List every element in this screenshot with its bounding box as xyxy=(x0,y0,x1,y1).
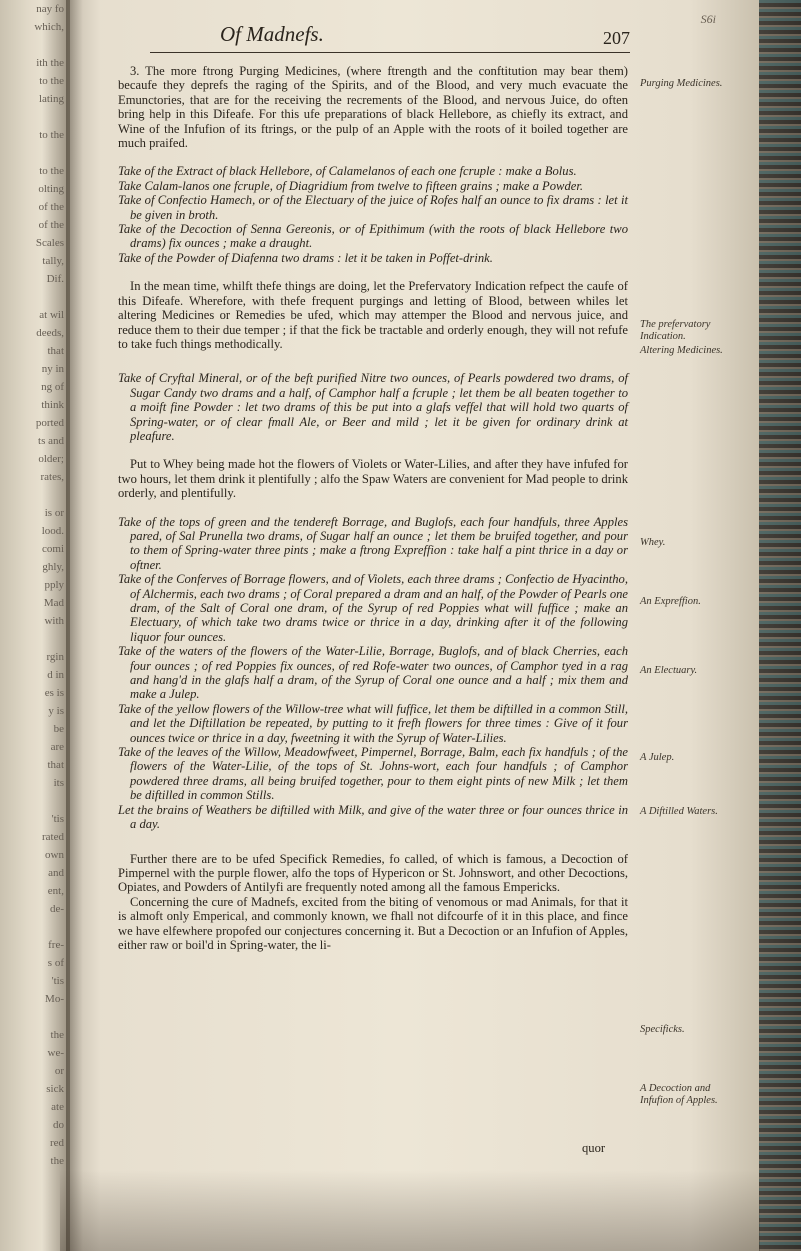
main-text xyxy=(118,64,628,952)
recipe-paragraph: Let the brains of Weathers be diftilled with Milk, and give of the water three or four ounces thrice in a day. xyxy=(118,802,628,832)
recipe-paragraph: Take of the Conferves of Borrage flowers, and of Violets, each three drams ; Confectio de Hyacintho, of Alchermis, each two drams ; of Coral prepared a dram and an half, of the Powder of Pearls one dram, of the Salt of Coral one dram, of the Syrup of red Poppies what will fuffice ; make an Electuary, of which take two drams twice or thrice in a day, drinking after it of the following liquor four ounces. xyxy=(118,572,629,644)
facing-page-fragment: lating xyxy=(38,93,64,105)
facing-page-edge xyxy=(0,0,70,1251)
facing-page-fragment: y is xyxy=(48,705,64,717)
facing-page-fragment: de- xyxy=(49,903,64,915)
facing-page-fragment xyxy=(0,630,70,648)
text-paragraph: Further there are to be ufed Specifick Remedies, fo called, of which is famous, a Decoction of Pimpernel with the purple flower, alfo the tops of Hypericon or St. Johnswort, and other Decoctions, Opiates, and Powders of Antilyfi are frequently noted among all the famous Empericks. xyxy=(118,851,628,895)
facing-page-fragment: its xyxy=(53,777,64,789)
facing-page-fragment: Scales xyxy=(35,237,64,249)
facing-page-fragment: at wil xyxy=(39,309,64,321)
margin-note-diftilled: A Diftilled Waters. xyxy=(640,806,718,817)
facing-page-fragment xyxy=(0,792,70,810)
bottom-shadow xyxy=(60,1170,760,1251)
facing-page-fragment: tally, xyxy=(42,255,64,267)
facing-page-fragment: and xyxy=(48,867,64,879)
recipe-paragraph: Take of the leaves of the Willow, Meadowfweet, Pimpernel, Borrage, Balm, each fix handfuls ; of the flowers of the Water-Lilie, of the tops of St. Johns-wort, each four handfuls ; of Camphor powdered three drams, all being bruifed together, pour to them eight pints of new Milk ; let them be diftilled in common Stills. xyxy=(118,745,628,803)
facing-page-fragment: which, xyxy=(34,21,64,33)
facing-page-fragment: 'tis xyxy=(51,975,64,987)
facing-page-fragment: the xyxy=(50,1155,64,1167)
recipe-paragraph: Take of the Decoction of Senna Gereonis, or of Epithimum (with the roots of black Hellebore two drams) fix ounces ; make a draught. xyxy=(118,222,628,251)
facing-page-fragment: ghly, xyxy=(42,561,64,573)
facing-page-fragment: d in xyxy=(47,669,64,681)
margin-note-julep: A Julep. xyxy=(640,752,675,763)
recipe-paragraph: Take of the yellow flowers of the Willow-tree what will fuffice, let them be diftilled in a common Still, and let the Diftillation be repeated, by putting to it frefh flowers for three times : Give of it four ounces twice or thrice in a day, fweetning it with the Syrup of Water-Lilies. xyxy=(118,701,628,745)
facing-page-fragment: of the xyxy=(38,201,64,213)
facing-page-fragment xyxy=(0,288,70,306)
facing-page-fragment: think xyxy=(41,399,64,411)
margin-note-electuary: An Electuary. xyxy=(640,665,698,676)
recipe-paragraph: Take of Cryftal Mineral, or of the beft purified Nitre two ounces, of Pearls powdered two drams, of Sugar Candy two drams and a half, of Camphor half a fcruple ; let them be all beaten together to a moift fine Powder : let two drams of this be put into a glafs veffel that will hold two quarts of Spring-water, or of clear fmall Ale, or Beer and mild ; let it be given for ordinary drink at pleafure. xyxy=(118,371,628,443)
facing-page-fragment: we- xyxy=(47,1047,64,1059)
text-paragraph: Concerning the cure of Madnefs, excited from the biting of venomous or mad Animals, for that it is almoft only Emperical, and commonly known, we fhall not difcourfe of it in this place, and fince we have elfewhere propofed our conjectures concerning it. But a Decoction or an Infufion of Apples, either raw or boil'd in Spring-water, the li- xyxy=(118,894,628,952)
paragraph-gap xyxy=(118,351,628,371)
facing-page-fragment: nay fo xyxy=(36,3,64,15)
facing-page-fragment xyxy=(0,918,70,936)
facing-page-fragment: ported xyxy=(35,417,64,429)
facing-page-fragment: be xyxy=(53,723,64,735)
facing-page-fragment: that xyxy=(47,345,64,357)
facing-page-fragment: own xyxy=(45,849,64,861)
margin-note-decoction: A Decoction and Infufion of Apples. xyxy=(640,1083,718,1106)
text-paragraph: Put to Whey being made hot the flowers of Violets or Water-Lilies, and after they have infufed for two hours, let them drink it plentifully ; alfo the Spaw Waters are convenient for Mad people to drink orderly, and plentifully. xyxy=(118,457,628,501)
facing-page-fragment: s of xyxy=(47,957,64,969)
facing-page-fragment: ny in xyxy=(41,363,64,375)
recipe-paragraph: Take of the tops of green and the tendereft Borrage, and Buglofs, each four handfuls, three Apples pared, of Sal Prunella two drams, of Sugar half an ounce ; let them be bruifed together, and pour to them of Spring-water three pints ; make a ftrong Expreffion : take half a pint thrice in a day or oftner. xyxy=(118,514,628,572)
facing-page-fragment: ng of xyxy=(41,381,64,393)
margin-note-whey: Whey. xyxy=(640,537,666,548)
page-edges-stack xyxy=(759,0,801,1251)
corner-mark: S6i xyxy=(700,12,716,26)
facing-page-fragment: older; xyxy=(38,453,64,465)
facing-page-fragment: that xyxy=(47,759,64,771)
recipe-paragraph: Take of the waters of the flowers of the Water-Lilie, Borrage, Buglofs, and of black Cherries, each four ounces ; of red Poppies fix ounces, of red Rofe-water two ounces, of Camphor tyed in a rag and hang'd in the glafs half a dram, of the Syrup of Coral one ounce and a half ; mix them and make a Julep. xyxy=(118,644,628,702)
facing-page-fragment: or xyxy=(54,1065,64,1077)
text-paragraph: 3. The more ftrong Purging Medicines, (where ftrength and the conftitution may bear them) becaufe they deprefs the raging of the Spirits, and of the Blood, and very much evacuate the Emunctories, that are for the receiving the recrements of the Blood, and nervous Juice, do often bring help in this Difeafe. For this ufe preparations of black Hellebore, as chiefly its extract, and Wine of the Infufion of its ftrings, or the pulp of an Apple with the roots of it boiled together are much praifed. xyxy=(118,64,628,151)
facing-page-fragment xyxy=(0,486,70,504)
recipe-paragraph: Take of the Extract of black Hellebore, of Calamelanos of each one fcruple : make a Bolus. xyxy=(118,164,577,179)
facing-page-fragment: rgin xyxy=(46,651,64,663)
facing-page-fragment: olting xyxy=(38,183,64,195)
facing-page-fragment xyxy=(0,1008,70,1026)
facing-page-fragment: rates, xyxy=(40,471,64,483)
facing-page-fragment: to the xyxy=(39,129,64,141)
facing-page-fragment: sick xyxy=(46,1083,64,1095)
facing-page-fragment: 'tis xyxy=(51,813,64,825)
facing-page-fragment: are xyxy=(50,741,64,753)
recipe-paragraph: Take Calam-lanos one fcruple, of Diagridium from twelve to fifteen grains ; make a Powder. xyxy=(118,178,583,193)
book-gutter-shadow xyxy=(66,0,100,1251)
facing-page-fragment: pply xyxy=(44,579,64,591)
facing-page-fragment: deeds, xyxy=(36,327,64,339)
facing-page-fragment xyxy=(0,36,70,54)
facing-page-fragment: Mad xyxy=(43,597,64,609)
facing-page-fragment: ent, xyxy=(47,885,64,897)
running-title: Of Madnefs. xyxy=(220,22,324,46)
margin-note-purging: Purging Medicines. xyxy=(640,78,723,89)
paragraph-gap xyxy=(118,150,628,164)
margin-note-expreffion: An Expreffion. xyxy=(640,596,701,607)
page-number: 207 xyxy=(603,28,630,48)
margin-note-specificks: Specificks. xyxy=(640,1024,685,1035)
facing-page-fragment: of the xyxy=(38,219,64,231)
facing-page-fragment: lood. xyxy=(41,525,64,537)
facing-page-fragment xyxy=(0,108,70,126)
header-rule xyxy=(150,52,630,53)
facing-page-fragment: to the xyxy=(39,165,64,177)
facing-page-fragment: Mo- xyxy=(45,993,64,1005)
facing-page-fragment: red xyxy=(49,1137,64,1149)
text-paragraph: In the mean time, whilft thefe things are doing, let the Prefervatory Indication refpect the caufe of this Difeafe. Wherefore, with thefe frequent purgings and letting of Blood, between whiles let altering Medicines or Remedies be ufed, which may attemper the Blood and nervous juice, and reduce them to their due temper ; if that the fick be tractable and orderly enough, they will not refufe to take fuch things methodically. xyxy=(118,279,628,351)
facing-page-fragment: Dif. xyxy=(46,273,64,285)
facing-page-fragment: the xyxy=(50,1029,64,1041)
facing-page-fragment: fre- xyxy=(48,939,64,951)
facing-page-fragment: rated xyxy=(42,831,64,843)
facing-page-fragment: ate xyxy=(51,1101,64,1113)
facing-page-fragment: do xyxy=(53,1119,64,1131)
facing-page-fragment: ith the xyxy=(36,57,64,69)
paragraph-gap xyxy=(118,501,628,515)
facing-page-fragment: es is xyxy=(44,687,64,699)
recipe-paragraph: Take of the Powder of Diafenna two drams : let it be taken in Poffet-drink. xyxy=(118,250,493,265)
paragraph-gap xyxy=(118,443,628,457)
paragraph-gap xyxy=(118,265,628,279)
margin-note-prefervatory: The prefervatory Indication. xyxy=(640,319,711,342)
catchword: quor xyxy=(582,1141,606,1155)
margin-note-altering: Altering Medicines. xyxy=(640,345,723,356)
facing-page-fragment xyxy=(0,144,70,162)
paragraph-gap xyxy=(118,832,628,852)
facing-page-fragment: is or xyxy=(44,507,64,519)
recipe-paragraph: Take of Confectio Hamech, or of the Electuary of the juice of Rofes half an ounce to fix drams : let it be given in broth. xyxy=(118,193,628,222)
facing-page-fragment: with xyxy=(44,615,64,627)
facing-page-fragment: ts and xyxy=(38,435,64,447)
facing-page-fragment: to the xyxy=(39,75,64,87)
facing-page-fragment: comi xyxy=(42,543,64,555)
page-header xyxy=(150,22,630,58)
